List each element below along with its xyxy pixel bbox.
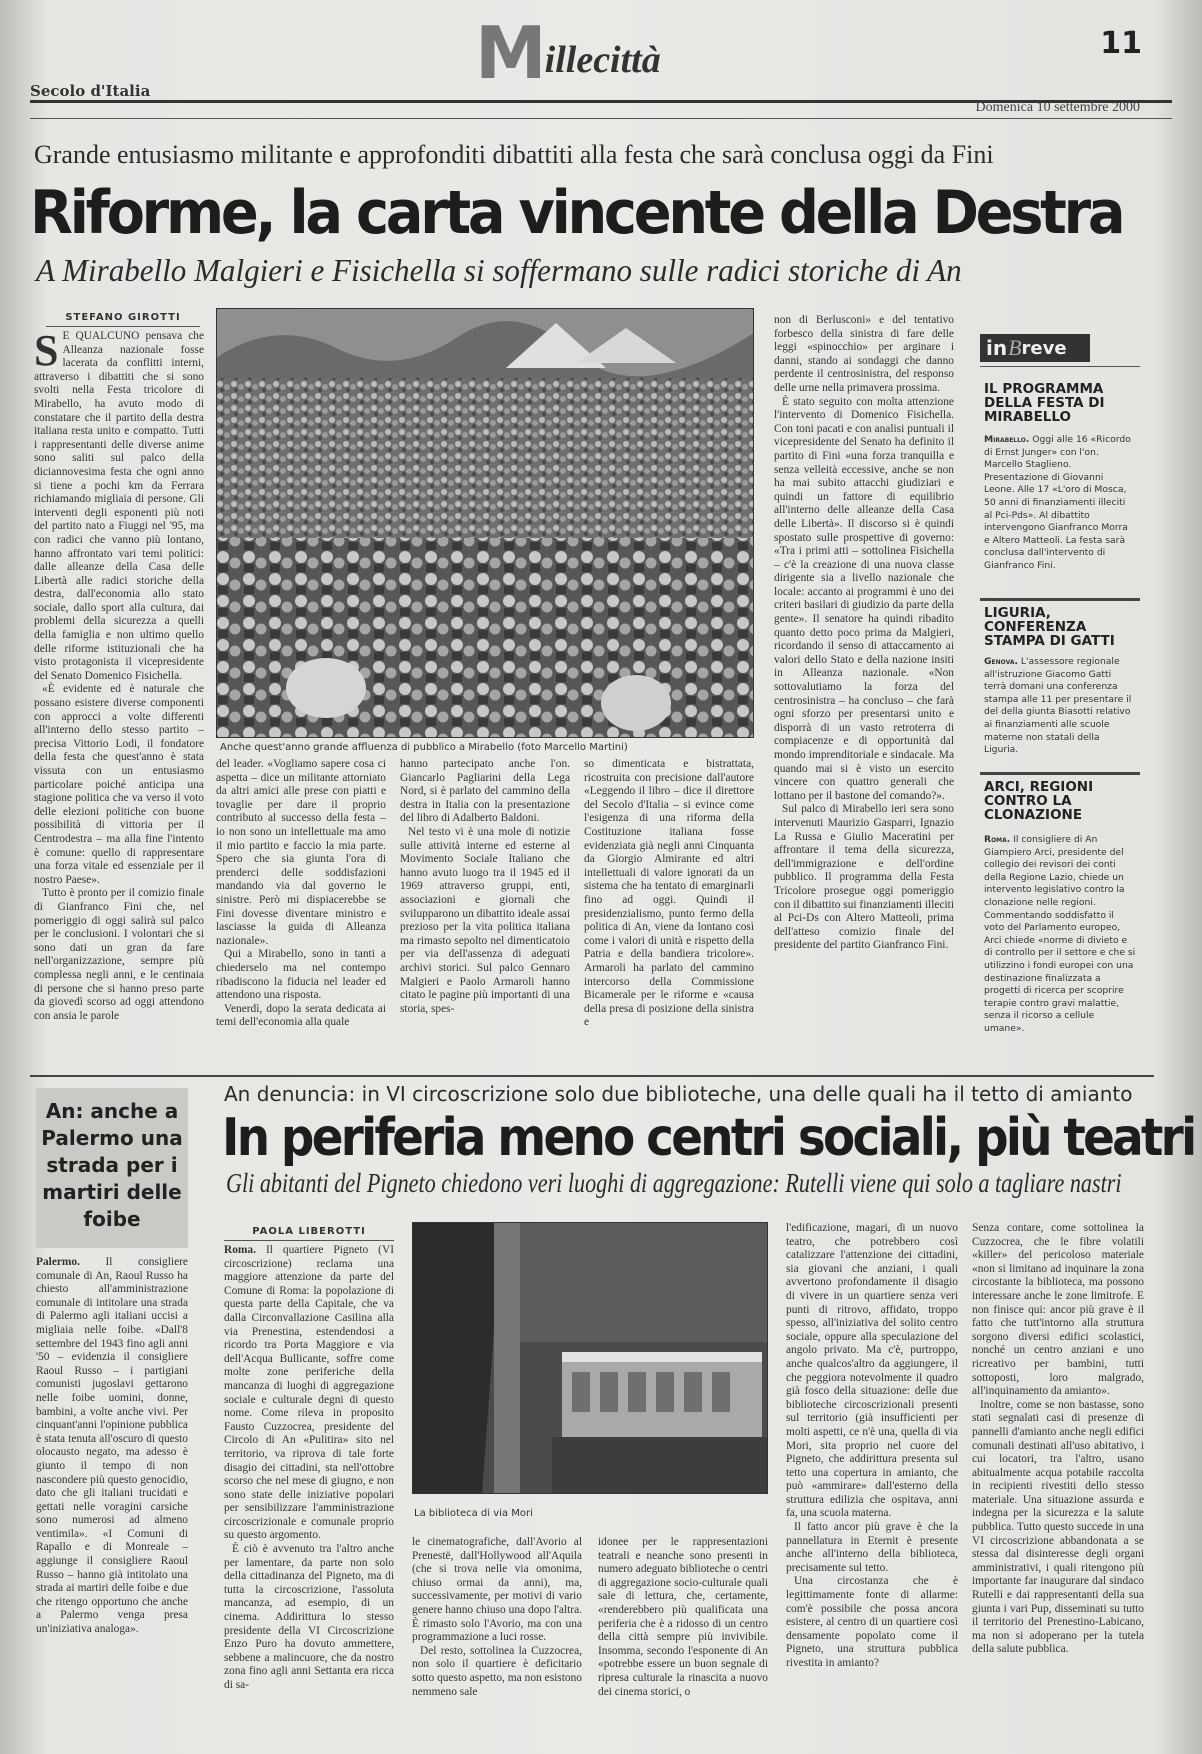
second-place: Roma.: [224, 1244, 256, 1256]
badge-rest: reve: [1021, 337, 1067, 359]
photo-caption: Anche quest'anno grande affluenza di pubblico a Mirabello (foto Marcello Martini): [220, 742, 628, 753]
main-column-1: [34, 330, 204, 1054]
paragraph: hanno partecipato anche l'on. Giancarlo Pagliarini della Lega Nord, si è parlato del cammino della destra in Italia con la presentazione del libro di Adalberto Baldoni.: [400, 758, 570, 825]
paragraph: È stato seguito con molta attenzione l'intervento di Domenico Fisichella. Con toni pacati e con analisi puntuali il vicepresidente del Senato ha definito il partito di Fini «una forza tranquilla e senza velleità eccessive, anche se non ha mai subito attacchi giudiziari e quindi un fattore di equilibrio all'interno delle alleanze della Casa delle Libertà». Il discorso si è quindi spostato sulle prospettive di governo: «Tra i primi atti – sottolinea Fisichella – c'è la creazione di una nuova classe dirigente sia a livello nazionale che locale: accanto ai programmi è uno dei criteri basilari di giudizio da parte della gente». Il senatore ha quindi ribadito quanto detto poco prima da Malgieri, ricordando il senso di attaccamento ai valori dello Stato e della nazione insiti in Alleanza nazionale. «Non sottovalutiamo la forza del centrosinistra – ha concluso – che farà ogni sforzo per presentarsi unito e disporrà di un vasto retroterra di compiacenze e di opportunità dal mondo imprenditoriale e sindacale. Ma quando mai si è visto un esercito vincere con quattro generali che lottano per il bastone del comando?».: [774, 395, 954, 802]
second-text: Il quartiere Pigneto (VI circoscrizione) reclama una maggiore attenzione da parte del Comune di Roma: la popolazione di questa parte della Capitale, che va dalla Circonvallazione Casilina alla via Prenestina, estendendosi a ricordo tra Porta Maggiore e via dell'Acqua Bullicante, soffre come molte zone periferiche della mancanza di luoghi di aggregazione sociale e culturale degni di questo nome. Come rileva in proposito Fausto Cuzzocrea, presidente del Circolo di An «Pulitira» sito nel territorio, va riprova di tale forte disagio dei cittadini, sta nell'ottobre scorso che nel mese di giugno, e non sono state delle iniziative popolari per sensibilizzare l'amministrazione circoscrizionale e comunale proprio su questo argomento.: [224, 1244, 394, 1542]
side-story-body: [36, 1256, 188, 1738]
brief-body: Oggi alle 16 «Ricordo di Ernst Junger» con l'on. Marcello Staglieno. Presentazione di Giovanni Leone. Alle 17 «L'oro di Mosca, 50 anni di finanziamenti illeciti al Pci-Pds». Al dibattito intervengono Gianfranco Morra e Altero Matteoli. La festa sarà conclusa dall'intervento di Gianfranco Fini.: [984, 434, 1131, 571]
side-text: Il consigliere comunale di An, Raoul Russo ha chiesto all'amministrazione comunale di intitolare una strada di Palermo agli italiani uccisi a migliaia nelle foibe. «Dall'8 settembre del 1943 fino agli anni '50 – evidenzia il consigliere Raoul Russo – i partigiani comunisti jugoslavi gettarono nelle foibe uomini, donne, bambini, a volte anche vivi. Per cinquant'anni l'opinione pubblica è stata tenuta all'oscuro di questo olocausto negato, ma adesso è giunto il tempo di non nascondere più questo genocidio, dato che gli italiani trucidati e gettati nelle voragini carsiche sono numerosi ad almeno ventimila». «I Comuni di Rapallo e di Monreale – aggiunge il consigliere Raoul Russo – hanno già intitolato una strada ai martiri delle foibe e due che ritengo opportuno che anche a Palermo venga presa un'iniziativa analoga».: [36, 1256, 188, 1636]
brief-title: ARCI, REGIONI CONTRO LA CLONAZIONE: [984, 779, 1094, 823]
brief-body: L'assessore regionale all'istruzione Giacomo Gatti terrà domani una conferenza stampa alle 11 per presentare il del della giunta Biasotti relativo ai finanziamenti alle scuole materne non statali della Liguria.: [984, 656, 1132, 756]
paragraph: Qui a Mirabello, sono in tanti a chiederselo ma nel contempo ribadiscono la fiducia nel leader ed attendono una risposta.: [216, 948, 386, 1002]
main-kicker: Grande entusiasmo militante e approfonditi dibattiti alla festa che sarà conclusa oggi da Fini: [34, 140, 994, 169]
paragraph: Venerdì, dopo la serata dedicata ai temi dell'economia alla quale: [216, 1002, 386, 1029]
side-place: Palermo.: [36, 1256, 80, 1268]
brief-text: [984, 434, 1136, 573]
paragraph: È ciò è avvenuto tra l'altro anche per lamentare, da parte non solo della cittadinanza del Pigneto, ma di tutta la circoscrizione, l'assoluta mancanza, ad esempio, di un cinema. Addirittura lo stesso presidente della VI Circoscrizione Enzo Puro ha dovuto ammettere, sebbene a malincuore, che da nostro zona fino agli anni Settanta era ricca di sa-: [224, 1543, 394, 1691]
paragraph: idonee per le rappresentazioni teatrali e neanche sono presenti in numero adeguato biblioteche o centri di aggregazione socio-culturale quali sale di lettura, che, certamente, «renderebbero più qualificata una periferia che è a ridosso di un centro della città sempre più invivibile. Insomma, secondo l'esponente di An «potrebbe essere un buon segnale di ripresa culturale la rinascita a nuovo dei cinema storici, o: [598, 1536, 768, 1698]
paragraph: l'edificazione, magari, di un nuovo teatro, che potrebbero così catalizzare l'attenzione dei cittadini, sia giovani che anziani, i quali avvertono profondamente il disagio di vivere in un quartiere senza veri punti di ritrovo, affidato, troppo spesso, all'iniziativa del solito centro sociale, oppure alla speculazione del angolo privato. Ma c'è, purtroppo, anche qualcos'altro da aggiungere, il che peggiora notevolmente il quadro già fosco della situazione: delle due biblioteche circoscrizionali presenti sul territorio (già insufficienti per molti aspetti, ce n'è una, quella di via Mori, sita proprio nel cuore del Pigneto, che addirittura presenta sul tetto una copertura in amianto, che può «ammirare» dall'esterno della struttura edilizia che ospitava, anni fa, una scuola materna.: [786, 1222, 958, 1520]
paragraph: Sul palco di Mirabello ieri sera sono intervenuti Maurizio Gasparri, Ignazio La Russa e Giulio Maceratini per affrontare il tema della sicurezza, dell'immigrazione e dell'ordine pubblico. Il programma della Festa Tricolore prosegue oggi pomeriggio con il dibattito sui finanziamenti illeciti al Pci-Ds con Altero Matteoli, prima dell'atteso comizio finale del presidente del partito Gianfranco Fini.: [774, 803, 954, 952]
section-logo-initial: M: [475, 11, 543, 95]
brief-title: IL PROGRAMMA DELLA FESTA DI MIRABELLO: [984, 381, 1105, 425]
paragraph: Senza contare, come sottolinea la Cuzzocrea, che le fibre volatili «killer» del pericoloso materiale «non si limitano ad inquinare la zona circostante la biblioteca, ma possono interessare anche le zone limitrofe. E non finisce qui: ancor più grave è il fatto che tutt'intorno alla struttura sorgono diversi edifici scolastici, nonché un centro anziani e uno ricreativo per bambini, tutti sottoposti, loro malgrado, all'inquinamento da amianto».: [972, 1222, 1144, 1398]
main-headline: Riforme, la carta vincente della Destra: [30, 178, 1123, 248]
brief-text: [984, 834, 1136, 1036]
brief-divider: [980, 772, 1140, 775]
paragraph: le cinematografiche, dall'Avorio al Prenestë, dall'Hollywood all'Aquila (che si trova nelle via omonima, chiuso ormai da anni), ma, successivamente, per motivi di vario genere hanno chiuso una dopo l'altra. È rimasto solo l'Avorio, ma con una programmazione a luci rosse.: [412, 1536, 582, 1644]
drop-cap: S: [34, 330, 59, 375]
section-divider: [30, 1075, 1154, 1077]
main-byline: STEFANO GIROTTI: [46, 312, 200, 327]
brief-place: Mirabello.: [984, 434, 1030, 445]
second-headline: In periferia meno centri sociali, più teatri: [222, 1108, 1195, 1168]
badge-b: B: [1008, 335, 1022, 360]
brief-body: Il consigliere di An Giampiero Arci, presidente del collegio dei revisori dei conti della Regione Lazio, chiede un intervento legislativo contro la clonazione nelle regioni. Commentando soddisfatto il voto del Parlamento europeo, Arci chiede «norme di divieto e di controllo per il settore e che si utilizzino i fondi europei con una destinazione finalizzata a progetti di ricerca per scoprire terapie contro gravi malattie, senza il ricorso a cellule umane».: [984, 834, 1136, 1034]
paragraph: [36, 1256, 188, 1637]
paper-name: Secolo d'Italia: [30, 82, 151, 100]
paragraph: so dimenticata e bistrattata, ricostruita con precisione dall'autore «Leggendo il libro – dice il direttore del Secolo d'Italia – si evince come l'esigenza di una riforma della Costituzione italiana fosse evidenziata già negli anni Cinquanta da Giorgio Almirante ed altri intellettuali di valore ignorati da un sistema che ha tentato di emarginarli fino ad oggi. Quindi il presidenzialismo, punto fermo della politica di An, viene da lontano così come i valori di unità e rispetto della Patria e della bandiera tricolore». Armaroli ha parlato del cammino intercorso della Commissione Bicamerale per le riforme e «causa della presa di posizione della sinistra e: [584, 758, 754, 1029]
brief-place: Roma.: [984, 834, 1011, 845]
paragraph: Nel testo vi è una mole di notizie sulle attività interne ed esterne al Movimento Sociale Italiano che hanno avuto luogo tra il 1945 ed il 1969 attraverso gruppi, enti, associazioni e giornali che svilupparono un dibattito ideale assai prezioso per la vita politica italiana ma rimasto sepolto nel dimenticatoio per via dell'assenza di adeguati archivi storici. Sul palco Gennaro Malgieri e Paolo Armaroli hanno citato le pagine più importanti di una storia, spes-: [400, 825, 570, 1015]
page-number: 11: [1100, 26, 1142, 61]
section-logo-text: illecittà: [544, 39, 661, 81]
second-column-1: [224, 1244, 394, 1738]
library-photo-caption: La biblioteca di via Mori: [414, 1508, 533, 1519]
paragraph: «È evidente ed è naturale che possano esistere diverse componenti con approcci a volte differenti all'interno dello stesso partito – precisa Vittorio Lodi, il fondatore della festa che quest'anno è stata vissuta con un entusiasmo particolare poiché anticipa una stagione politica che va verso il voto delle elezioni politiche con buone possibilità di vittoria per il Centrodestra – ma alla fine l'intento è comune: quello di rappresentare una forza vitale ed essenziale per il nostro Paese».: [34, 683, 204, 886]
paragraph: Una circostanza che è legittimamente fonte di allarme: com'è possibile che possa ancora esistere, al centro di un quartiere così densamente popolato come il Pigneto, una struttura pubblica rivestita in amianto?: [786, 1575, 958, 1669]
paragraph: Del resto, sottolinea la Cuzzocrea, non solo il quartiere è deficitario sotto questo aspetto, ma non esistono nemmeno sale: [412, 1644, 582, 1698]
second-kicker: An denuncia: in VI circoscrizione solo due biblioteche, una delle quali ha il tetto di amianto: [224, 1082, 1133, 1106]
header-rule-thin: [30, 118, 1172, 119]
main-column-3: [400, 758, 570, 1054]
in-breve-badge: [980, 334, 1090, 362]
paragraph: [224, 1244, 394, 1543]
main-deck: A Mirabello Malgieri e Fisichella si soffermano sulle radici storiche di An: [36, 252, 962, 288]
brief-place: Genova.: [984, 656, 1018, 667]
paragraph: E QUALCUNO pensava che Alleanza nazionale fosse lacerata da conflitti interni, attraverso i dibattiti che si sono svolti nella Festa tricolore di Mirabello, ha avuto modo di constatare che il partito della destra italiana resta unito e compatto. Tutti i rappresentanti delle diverse anime sono saliti sul palco della diciannovesima festa che ogni anno si tiene a pochi km da Ferrara richiamando migliaia di persone. Gli interventi degli esponenti più noti del partito nato a Fiuggi nel '95, ma con radici che vanno più lontano, hanno affrontato vari temi politici: dalle alleanze della Casa delle Libertà alle radici storiche della destra, dall'economia allo stato sociale, dallo sport alla cultura, dai problemi della sicurezza a quelli della famiglia e non ultimo quello delle riforme istituzionali che ha visto protagonista il vicepresidente del Senato Domenico Fisichella.: [34, 330, 204, 682]
second-column-2: [412, 1536, 582, 1738]
badge-in: in: [986, 336, 1008, 360]
second-column-3: [598, 1536, 768, 1738]
main-column-2: [216, 758, 386, 1054]
dateline: Domenica 10 settembre 2000: [975, 100, 1140, 115]
paragraph: Tutto è pronto per il comizio finale di Gianfranco Fini che, nel pomeriggio di oggi salirà sul palco per le conclusioni. I volontari che si sono dati un gran da fare nell'organizzazione, sempre più complessa negli anni, e le centinaia di persone che si hanno preso parte da giovedì scorso ad oggi attendono con ansia le parole: [34, 887, 204, 1022]
brief-title: LIGURIA, CONFERENZA STAMPA DI GATTI: [984, 605, 1115, 649]
second-byline: PAOLA LIBEROTTI: [224, 1226, 394, 1241]
paragraph: Inoltre, come se non bastasse, sono stati segnalati casi di presenze di pannelli d'amianto anche negli edifici comunali destinati all'uso abitativo, i cui locatori, tra l'altro, usano abitualmente acqua potabile raccolta in recipienti rivestiti dello stesso materiale. Una situazione assurda e indegna per la sicurezza e la salute pubblica. Tutto questo succede in una VI circoscrizione abbandonata a se stessa dal disinteresse degli organi amministrativi, i quali ritengono più importante far inaugurare dal sindaco Rutelli e dai rappresentanti della sua giunta i vari Pup, disseminati su tutto il territorio del Prenestino-Labicano, ma non si adoperano per la tutela della salute pubblica.: [972, 1398, 1144, 1656]
section-logo: [475, 11, 661, 95]
second-deck: Gli abitanti del Pigneto chiedono veri luoghi di aggregazione: Rutelli viene qui solo a tagliare nastri: [226, 1168, 1122, 1198]
main-column-5: [774, 314, 954, 1054]
brief-text: [984, 656, 1136, 757]
brief-rule: [980, 366, 1140, 367]
paragraph: Il fatto ancor più grave è che la pannellatura in Eternit è presente anche all'interno della biblioteca, precisamente sul tetto.: [786, 1521, 958, 1574]
side-story-title: An: anche a Palermo una strada per i martiri delle foibe: [41, 1099, 183, 1231]
main-column-4: [584, 758, 754, 1054]
paragraph: non di Berlusconi» e del tentativo forbesco della sinistra di fare delle leggi «spinocchio» per arginare i danni, stando ai sondaggi che danno perdente il centrosinistra, del responso delle urne nella primavera prossima.: [774, 314, 954, 394]
brief-divider: [980, 598, 1140, 601]
library-photo: [412, 1222, 768, 1494]
paragraph: del leader. «Vogliamo sapere cosa ci aspetta – dice un militante attorniato da altri amici alle prese con piatti e tovaglie per dare il proprio contributo al successo della festa – io non sono un intellettuale ma amo il mio partito e faccio la mia parte. Spero che sia giunta l'ora di prenderci delle soddisfazioni mandando via dal governo le sinistre. Però mi dispiacerebbe se Fini dovesse diventare ministro e lasciasse la guida di Alleanza nazionale».: [216, 758, 386, 947]
crowd-photo: [216, 308, 754, 738]
second-column-4: [786, 1222, 958, 1738]
second-column-5: [972, 1222, 1144, 1738]
